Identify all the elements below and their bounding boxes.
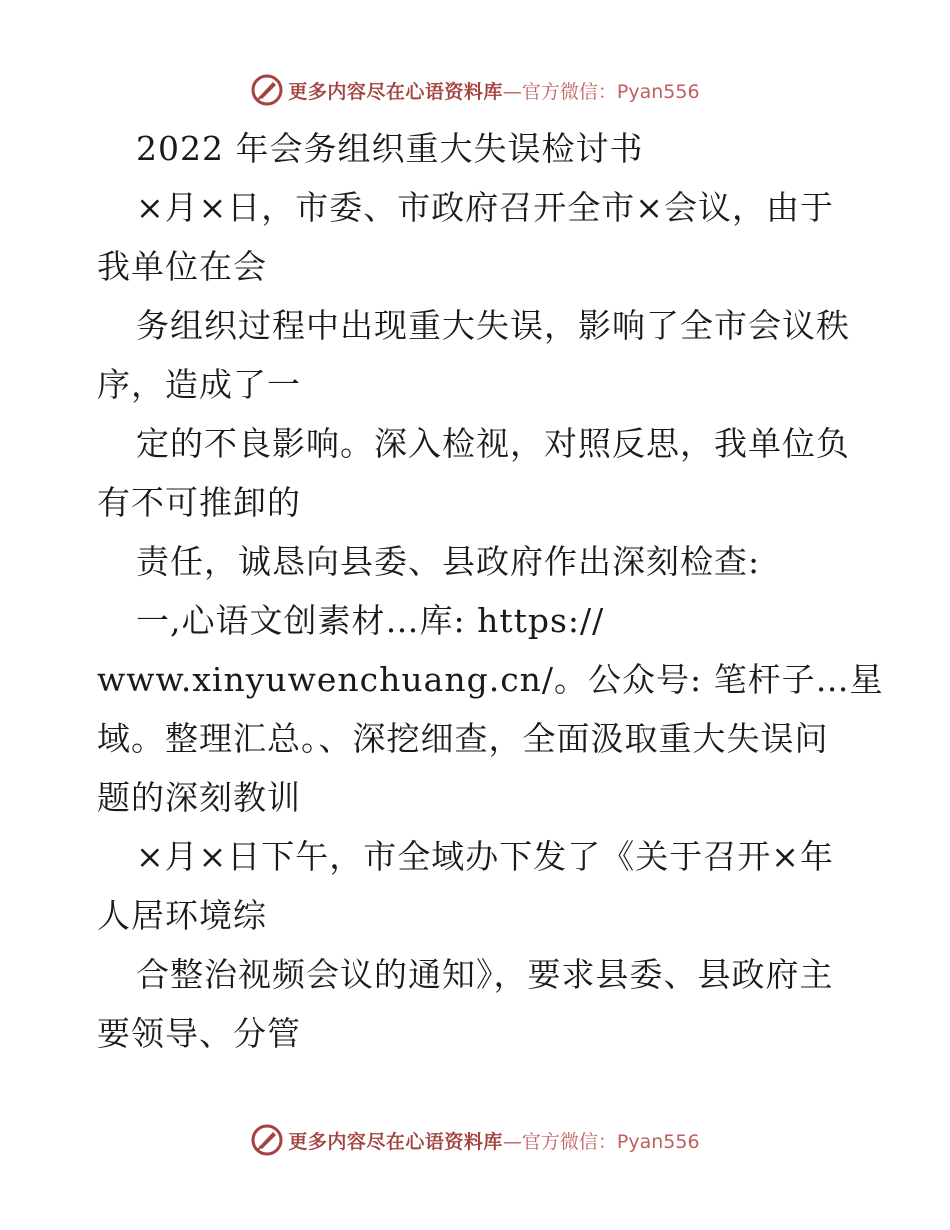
text-line: 合整治视频会议的通知》，要求县委、县政府主 (136, 955, 834, 994)
text-line: www.xinyuwenchuang.cn/。公众号: 笔杆子…星 (97, 660, 884, 699)
banner-sub-text: —官方微信：Pyan556 (502, 80, 700, 103)
text-line: 务组织过程中出现重大失误，影响了全市会议秩 (136, 306, 850, 345)
top-banner (0, 70, 950, 110)
text-line: 责任，诚恳向县委、县政府作出深刻检查: (136, 542, 761, 581)
text-line: 人居环境综 (97, 896, 267, 935)
text-line: 有不可推卸的 (97, 483, 301, 522)
text-line: 序，造成了一 (97, 365, 301, 404)
text-line: 一,心语文创素材…库: https:// (136, 601, 605, 640)
text-line: ×月×日，市委、市政府召开全市×会议，由于 (136, 188, 834, 227)
quill-logo-icon (250, 73, 284, 107)
text-line: 要领导、分管 (97, 1014, 301, 1053)
banner-main-text: 更多内容尽在心语资料库 (288, 80, 503, 103)
bottom-banner (0, 1120, 950, 1160)
text-line: 我单位在会 (97, 247, 267, 286)
document-title: 2022 年会务组织重大失误检讨书 (136, 129, 644, 168)
banner-sub-text: —官方微信：Pyan556 (502, 1130, 700, 1153)
quill-logo-icon (250, 1123, 284, 1157)
text-line: ×月×日下午，市全域办下发了《关于召开×年 (136, 837, 834, 876)
banner-main-text: 更多内容尽在心语资料库 (288, 1130, 503, 1153)
text-line: 域。整理汇总。、深挖细查，全面汲取重大失误问 (97, 719, 829, 758)
text-line: 题的深刻教训 (97, 778, 301, 817)
text-line: 定的不良影响。深入检视，对照反思，我单位负 (136, 424, 850, 463)
